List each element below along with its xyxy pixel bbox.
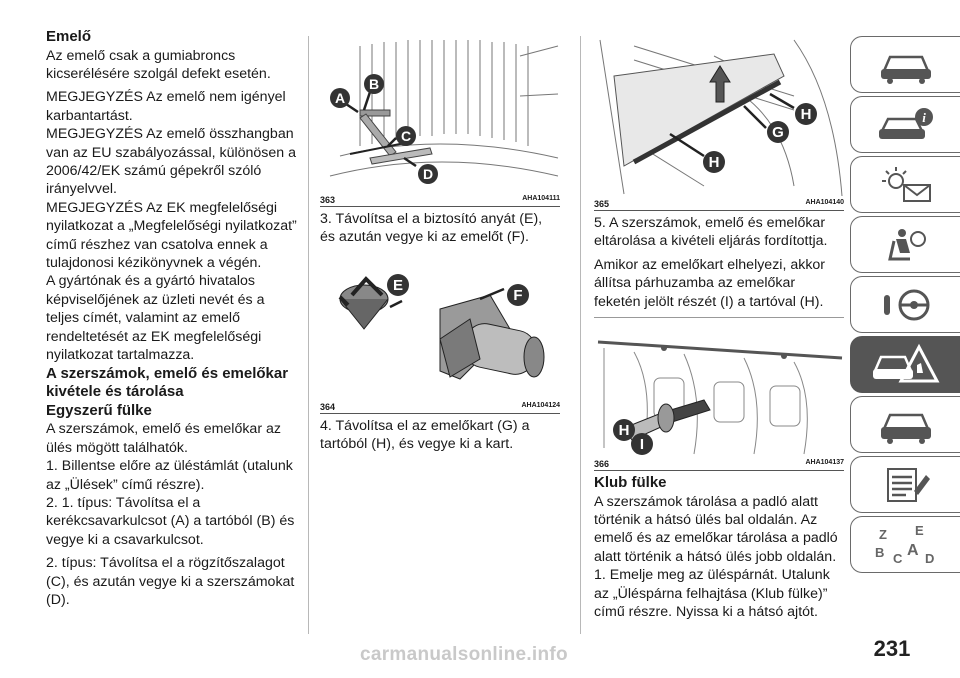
heading-single-cab: Egyszerű fülke xyxy=(46,401,152,419)
figure-363-number: 363 xyxy=(320,195,336,205)
tab-lights-messages[interactable] xyxy=(850,156,960,213)
index-letter-d: D xyxy=(924,550,934,566)
label-h-lower: H xyxy=(708,154,720,171)
label-h: H xyxy=(618,422,630,440)
figure-366-number: 366 xyxy=(594,459,610,470)
heading-jack: Emelő xyxy=(46,28,92,45)
column-divider-1 xyxy=(308,36,309,634)
index-letter-c: C xyxy=(892,550,902,566)
heading-tools-removal: A szerszámok, emelő és emelőkar kivétele és tárolása xyxy=(46,364,289,401)
column-divider-2 xyxy=(580,36,581,634)
figure-363-caption xyxy=(320,194,560,207)
key-steering-wheel-icon xyxy=(876,285,936,325)
figure-366 xyxy=(594,317,844,471)
paragraph-club-step-1: 1. Emelje meg az üléspárnát. Utalunk az „Üléspárna felhajtása (Klub fülke)” című részre. Nyissa ki a hátsó ajtót. xyxy=(594,567,830,621)
tab-know-your-vehicle[interactable] xyxy=(850,96,960,153)
figure-366-code: AHA104137 xyxy=(805,459,844,467)
paragraph-note-declaration: MEGJEGYZÉS Az EK megfelelőségi nyilatkozat a „Megfelelőségi nyilatkozat” című részhez van csatolva ennek a tulajdonosi kézikönyvnek a végén. xyxy=(46,199,297,272)
column-3 xyxy=(594,36,844,621)
car-warning-triangle-icon xyxy=(871,343,941,387)
page-number: 231 xyxy=(873,636,911,661)
paragraph-manufacturer: A gyártónak és a gyártó hivatalos képviselőjének az üzleti nevét és a teljes címét, valamint az emelő rendeltetését az EK megfelelőségi nyilatkozat tartalmazza. xyxy=(46,273,265,364)
figure-363-code: AHA104111 xyxy=(522,195,560,202)
index-letter-a: A xyxy=(906,541,919,559)
figure-365 xyxy=(594,36,844,211)
lights-mail-icon xyxy=(876,165,936,205)
figure-365-illustration xyxy=(594,36,844,198)
figure-366-caption xyxy=(594,458,844,471)
alphabet-index-icon xyxy=(871,523,941,567)
paragraph-note-maintenance: MEGJEGYZÉS Az emelő nem igényel karbantartást. xyxy=(46,89,286,124)
column-1 xyxy=(46,28,298,609)
car-dashboard-icon xyxy=(876,45,936,85)
label-h-upper: H xyxy=(800,106,812,123)
figure-364-number: 364 xyxy=(320,401,336,412)
figure-363 xyxy=(320,36,560,207)
index-letter-e: E xyxy=(914,522,924,538)
label-c: C xyxy=(400,128,412,144)
figure-365-number: 365 xyxy=(594,199,610,209)
paragraph-step-2-type2: 2. típus: Távolítsa el a rögzítőszalagot (C), és azután vegye ki a szerszámokat (D). xyxy=(46,555,295,608)
tab-dashboard[interactable] xyxy=(850,36,960,93)
tab-servicing[interactable] xyxy=(850,396,960,453)
paragraph-tools-location: A szerszámok, emelő és emelőkar az ülés mögött találhatók. xyxy=(46,421,281,456)
paragraph-note-eu: MEGJEGYZÉS Az emelő összhangban van az EU szabályozással, különösen a 2006/42/EK számú gépekről szóló irányelvvel. xyxy=(46,126,296,198)
tab-starting-driving[interactable] xyxy=(850,276,960,333)
car-service-icon xyxy=(876,405,936,445)
paragraph-step-4: 4. Távolítsa el az emelőkart (G) a tartóból (H), és vegye ki a kart. xyxy=(320,417,530,453)
paragraph-club-storage: A szerszámok tárolása a padló alatt történik a hátsó ülés bal oldalán. Az emelő és az emelőkar tárolása a padló alatt történik a hátsó ülés jobb oldalán. xyxy=(594,493,838,565)
airbag-seat-icon xyxy=(876,225,936,265)
figure-364-caption xyxy=(320,401,560,414)
index-letter-b: B xyxy=(874,544,884,560)
index-letter-z: Z xyxy=(878,526,887,542)
tab-in-emergency[interactable] xyxy=(850,336,960,393)
figure-364-code: AHA104124 xyxy=(521,401,560,409)
tab-safety[interactable] xyxy=(850,216,960,273)
figure-365-caption xyxy=(594,198,844,211)
label-e: E xyxy=(392,276,404,294)
figure-365-code: AHA104140 xyxy=(805,199,844,206)
paragraph-step-1: 1. Billentse előre az üléstámlát (utalunk az „Ülések” című részre). xyxy=(46,458,293,493)
column-2 xyxy=(320,36,560,454)
tab-index[interactable] xyxy=(850,516,960,573)
svg-text:i: i xyxy=(921,109,926,125)
label-i: I xyxy=(639,436,645,454)
figure-363-illustration xyxy=(320,36,560,194)
heading-club-cab: Klub fülke xyxy=(594,474,667,492)
paragraph-align-lever: Amikor az emelőkart elhelyezi, akkor állítsa párhuzamba az emelőkar feketén jelölt részét (I) a tartóval (H). xyxy=(594,256,826,310)
specifications-list-icon xyxy=(876,465,936,505)
watermark: carmanualsonline.info xyxy=(360,644,568,665)
label-f: F xyxy=(513,286,523,304)
figure-366-illustration xyxy=(594,318,844,458)
chapter-tabs xyxy=(850,36,960,576)
paragraph-step-5: 5. A szerszámok, emelő és emelőkar eltárolása a kivételi eljárás fordítottja. xyxy=(594,215,828,250)
label-d: D xyxy=(422,166,434,182)
car-info-icon xyxy=(876,105,936,145)
paragraph-jack-purpose: Az emelő csak a gumiabroncs kicserélésére szolgál defekt esetén. xyxy=(46,47,271,82)
paragraph-step-3: 3. Távolítsa el a biztosító anyát (E), és azután vegye ki az emelőt (F). xyxy=(320,211,543,246)
label-b: B xyxy=(368,76,380,92)
figure-364 xyxy=(320,259,560,414)
tab-technical-data[interactable] xyxy=(850,456,960,513)
label-a: A xyxy=(334,90,346,106)
label-g: G xyxy=(772,124,784,141)
figure-364-illustration xyxy=(320,259,560,401)
paragraph-step-2-type1: 2. 1. típus: Távolítsa el a kerékcsavarkulcsot (A) a tartóból (B) és vegye ki a csavarkulcsot. xyxy=(46,494,295,548)
